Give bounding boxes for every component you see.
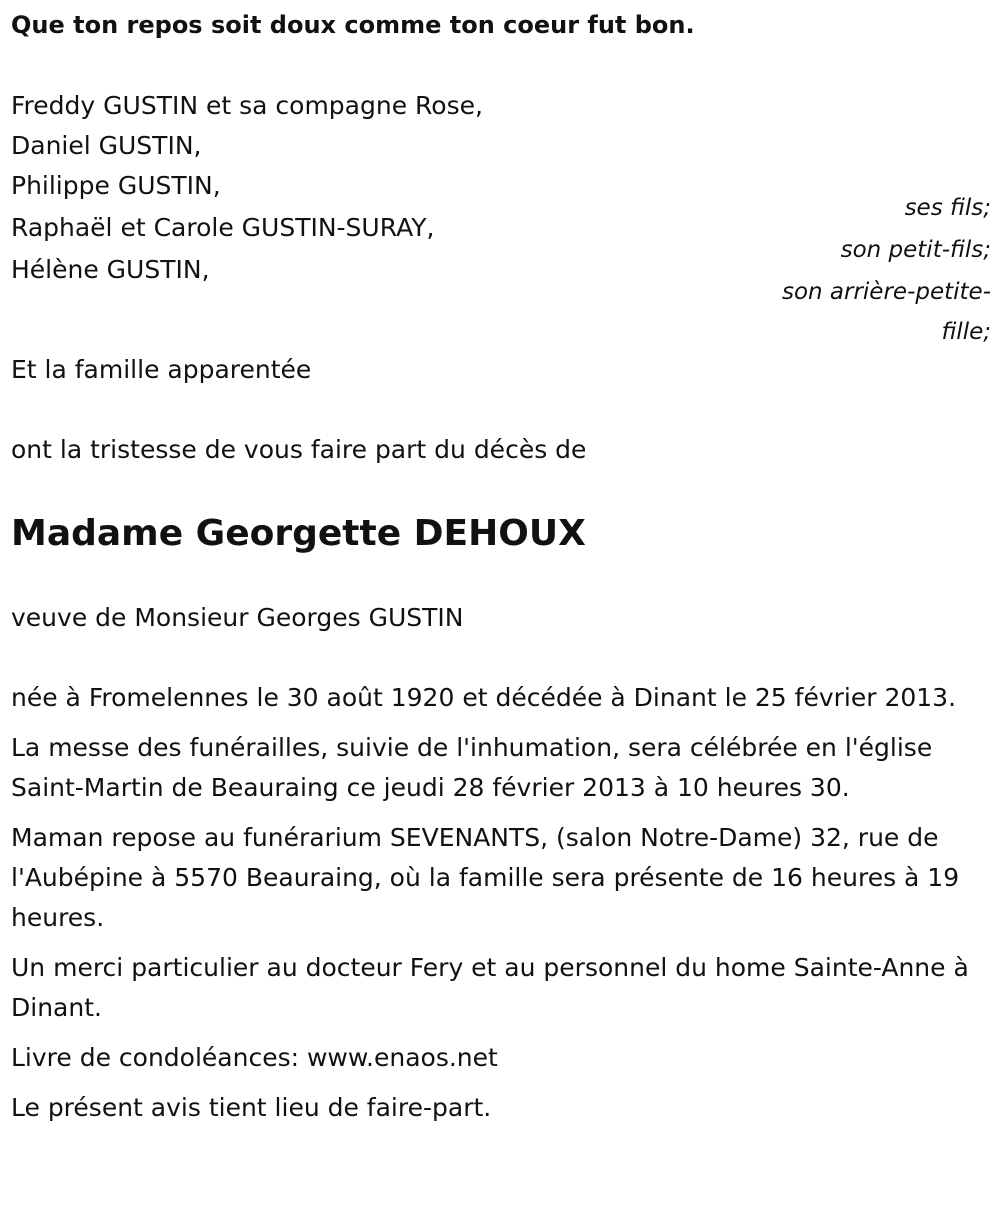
deceased-name: Madame Georgette DEHOUX (11, 513, 586, 554)
great-granddaughter-line: Hélène GUSTIN, (11, 255, 210, 284)
announcement: ont la tristesse de vous faire part du décès de (11, 435, 587, 464)
great-granddaughter-role-cont: fille; (941, 319, 991, 345)
obituary-notice (11, 4, 991, 1138)
notice-paragraph: Le présent avis tient lieu de faire-part. (11, 1093, 492, 1122)
funerarium-paragraph: Maman repose au funérarium SEVENANTS, (salon Notre-Dame) 32, rue de l'Aubépine à 5570 Beauraing, où la famille sera présente de 16 heures à 19 heures. (11, 823, 960, 932)
birth-death-paragraph: née à Fromelennes le 30 août 1920 et décédée à Dinant le 25 février 2013. (11, 683, 957, 712)
sons-block (11, 86, 991, 228)
son-line: Daniel GUSTIN, (11, 131, 202, 160)
funeral-paragraph: La messe des funérailles, suivie de l'inhumation, sera célébrée en l'église Saint-Martin de Beauraing ce jeudi 28 février 2013 à 10 heures 30. (11, 733, 933, 802)
epigraph: Que ton repos soit doux comme ton coeur fut bon. (11, 11, 695, 39)
widow-of: veuve de Monsieur Georges GUSTIN (11, 603, 464, 632)
grandson-role: son petit-fils; (840, 237, 991, 263)
great-granddaughter-role: son arrière-petite- (781, 279, 991, 305)
thanks-paragraph: Un merci particulier au docteur Fery et au personnel du home Sainte-Anne à Dinant. (11, 953, 969, 1022)
grandson-line: Raphaël et Carole GUSTIN-SURAY, (11, 213, 435, 242)
condolences-paragraph: Livre de condoléances: www.enaos.net (11, 1043, 498, 1072)
sons-role: ses fils; (904, 195, 991, 221)
son-line: Philippe GUSTIN, (11, 171, 221, 200)
son-line: Freddy GUSTIN et sa compagne Rose, (11, 91, 483, 120)
relatives-line: Et la famille apparentée (11, 355, 312, 384)
